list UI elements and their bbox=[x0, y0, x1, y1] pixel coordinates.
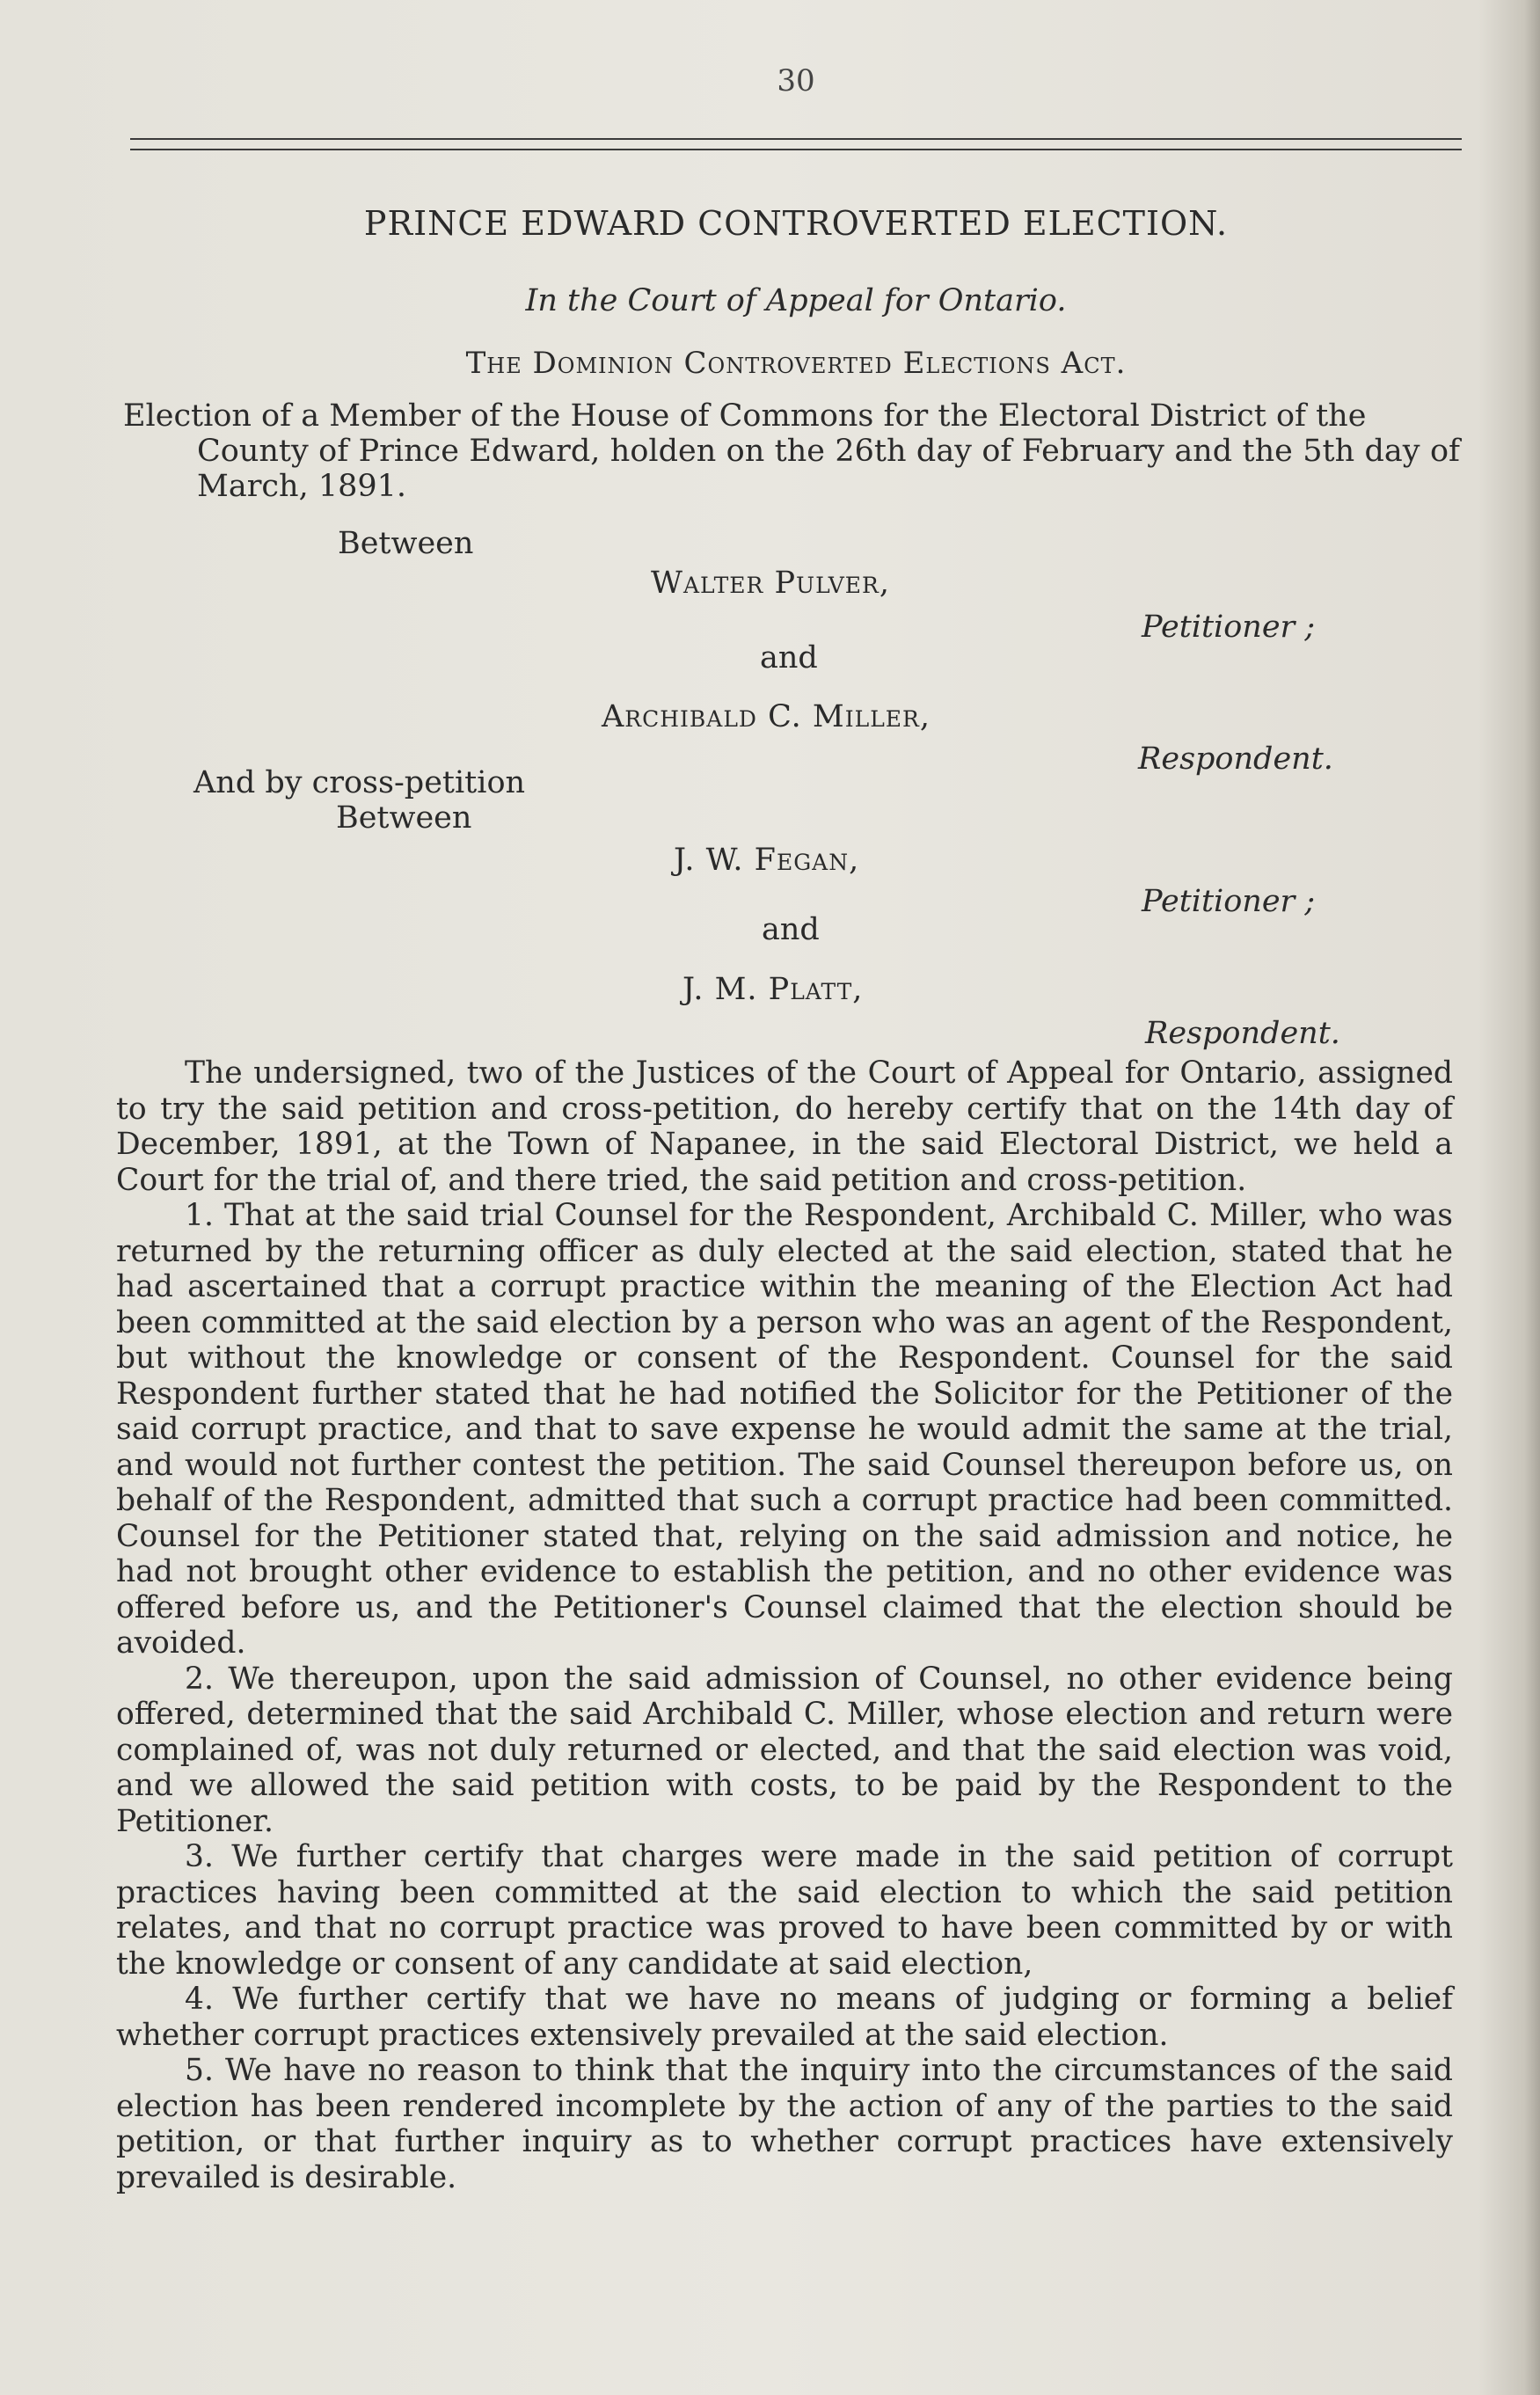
cross-respondent-role: Respondent. bbox=[1145, 1016, 1340, 1051]
certificate-body bbox=[116, 1055, 1453, 2195]
respondent-role: Respondent. bbox=[1138, 741, 1333, 777]
act-heading: The Dominion Controverted Elections Act. bbox=[465, 346, 1127, 381]
header-rule-bottom bbox=[130, 149, 1462, 150]
and-label: and bbox=[760, 640, 818, 675]
court-heading: In the Court of Appeal for Ontario. bbox=[525, 283, 1067, 318]
paragraph-intro: The undersigned, two of the Justices of the Court of Appeal for Ontario, assigned to try the said petition and cross-petition, do hereby certify that on the 14th day of December, 1891, at the Town of Napanee, in the said Electoral District, we held a Court for the trial of, and there tried, the said petition and cross-petition. bbox=[116, 1055, 1453, 1198]
cross-respondent-name: J. M. Platt, bbox=[682, 972, 864, 1007]
paragraph-3: 3. We further certify that charges were made in the said petition of corrupt practices having been committed at the said election to which the said petition relates, and that no corrupt practice was proved to have been committed by or with the knowledge or consent of any candidate at said election, bbox=[116, 1839, 1453, 1982]
between-label-2: Between bbox=[336, 800, 472, 836]
page-number: 30 bbox=[777, 63, 815, 99]
cross-petition-label: And by cross-petition bbox=[193, 765, 526, 800]
document-title: PRINCE EDWARD CONTROVERTED ELECTION. bbox=[363, 204, 1229, 243]
header-rule-top bbox=[130, 138, 1462, 140]
paragraph-2: 2. We thereupon, upon the said admission of Counsel, no other evidence being offered, determined that the said Archibald C. Miller, whose election and return were complained of, was not duly returned or elected, and that the said election was void, and we allowed the said petition with costs, to be paid by the Respondent to the Petitioner. bbox=[116, 1661, 1453, 1839]
and-label-2: and bbox=[762, 912, 820, 947]
election-description bbox=[123, 398, 1460, 504]
paragraph-5: 5. We have no reason to think that the inquiry into the circumstances of the said election has been rendered incomplete by the action of any of the parties to the said petition, or that further inquiry as to whether corrupt practices have extensively prevailed is desirable. bbox=[116, 2053, 1453, 2195]
cross-petitioner-name: J. W. Fegan, bbox=[674, 843, 860, 878]
election-line-1: Election of a Member of the House of Commons for the Electoral District of the bbox=[123, 398, 1367, 434]
respondent-name: Archibald C. Miller, bbox=[602, 699, 931, 734]
paragraph-4: 4. We further certify that we have no means of judging or forming a belief whether corrupt practices extensively prevailed at the said election. bbox=[116, 1982, 1453, 2053]
petitioner-role: Petitioner ; bbox=[1142, 610, 1316, 645]
election-line-2: County of Prince Edward, holden on the 26th day of February and the 5th day of March, 1891. bbox=[197, 434, 1460, 504]
between-label: Between bbox=[338, 526, 474, 561]
paragraph-1: 1. That at the said trial Counsel for the Respondent, Archibald C. Miller, who was returned by the returning officer as duly elected at the said election, stated that he had ascertained that a corrupt practice within the meaning of the Election Act had been committed at the said election by a person who was an agent of the Respondent, but without the knowledge or consent of the Respondent. Counsel for the said Respondent further stated that he had notified the Solicitor for the Petitioner of the said corrupt practice, and that to save expense he would admit the same at the trial, and would not further contest the petition. The said Counsel thereupon before us, on behalf of the Respondent, admitted that such a corrupt practice had been committed. Counsel for the Petitioner stated that, relying on the said admission and notice, he had not brought other evidence to establish the petition, and no other evidence was offered before us, and the Petitioner's Counsel claimed that the election should be avoided. bbox=[116, 1198, 1453, 1661]
cross-petitioner-role: Petitioner ; bbox=[1142, 884, 1316, 919]
petitioner-name: Walter Pulver, bbox=[651, 566, 890, 601]
